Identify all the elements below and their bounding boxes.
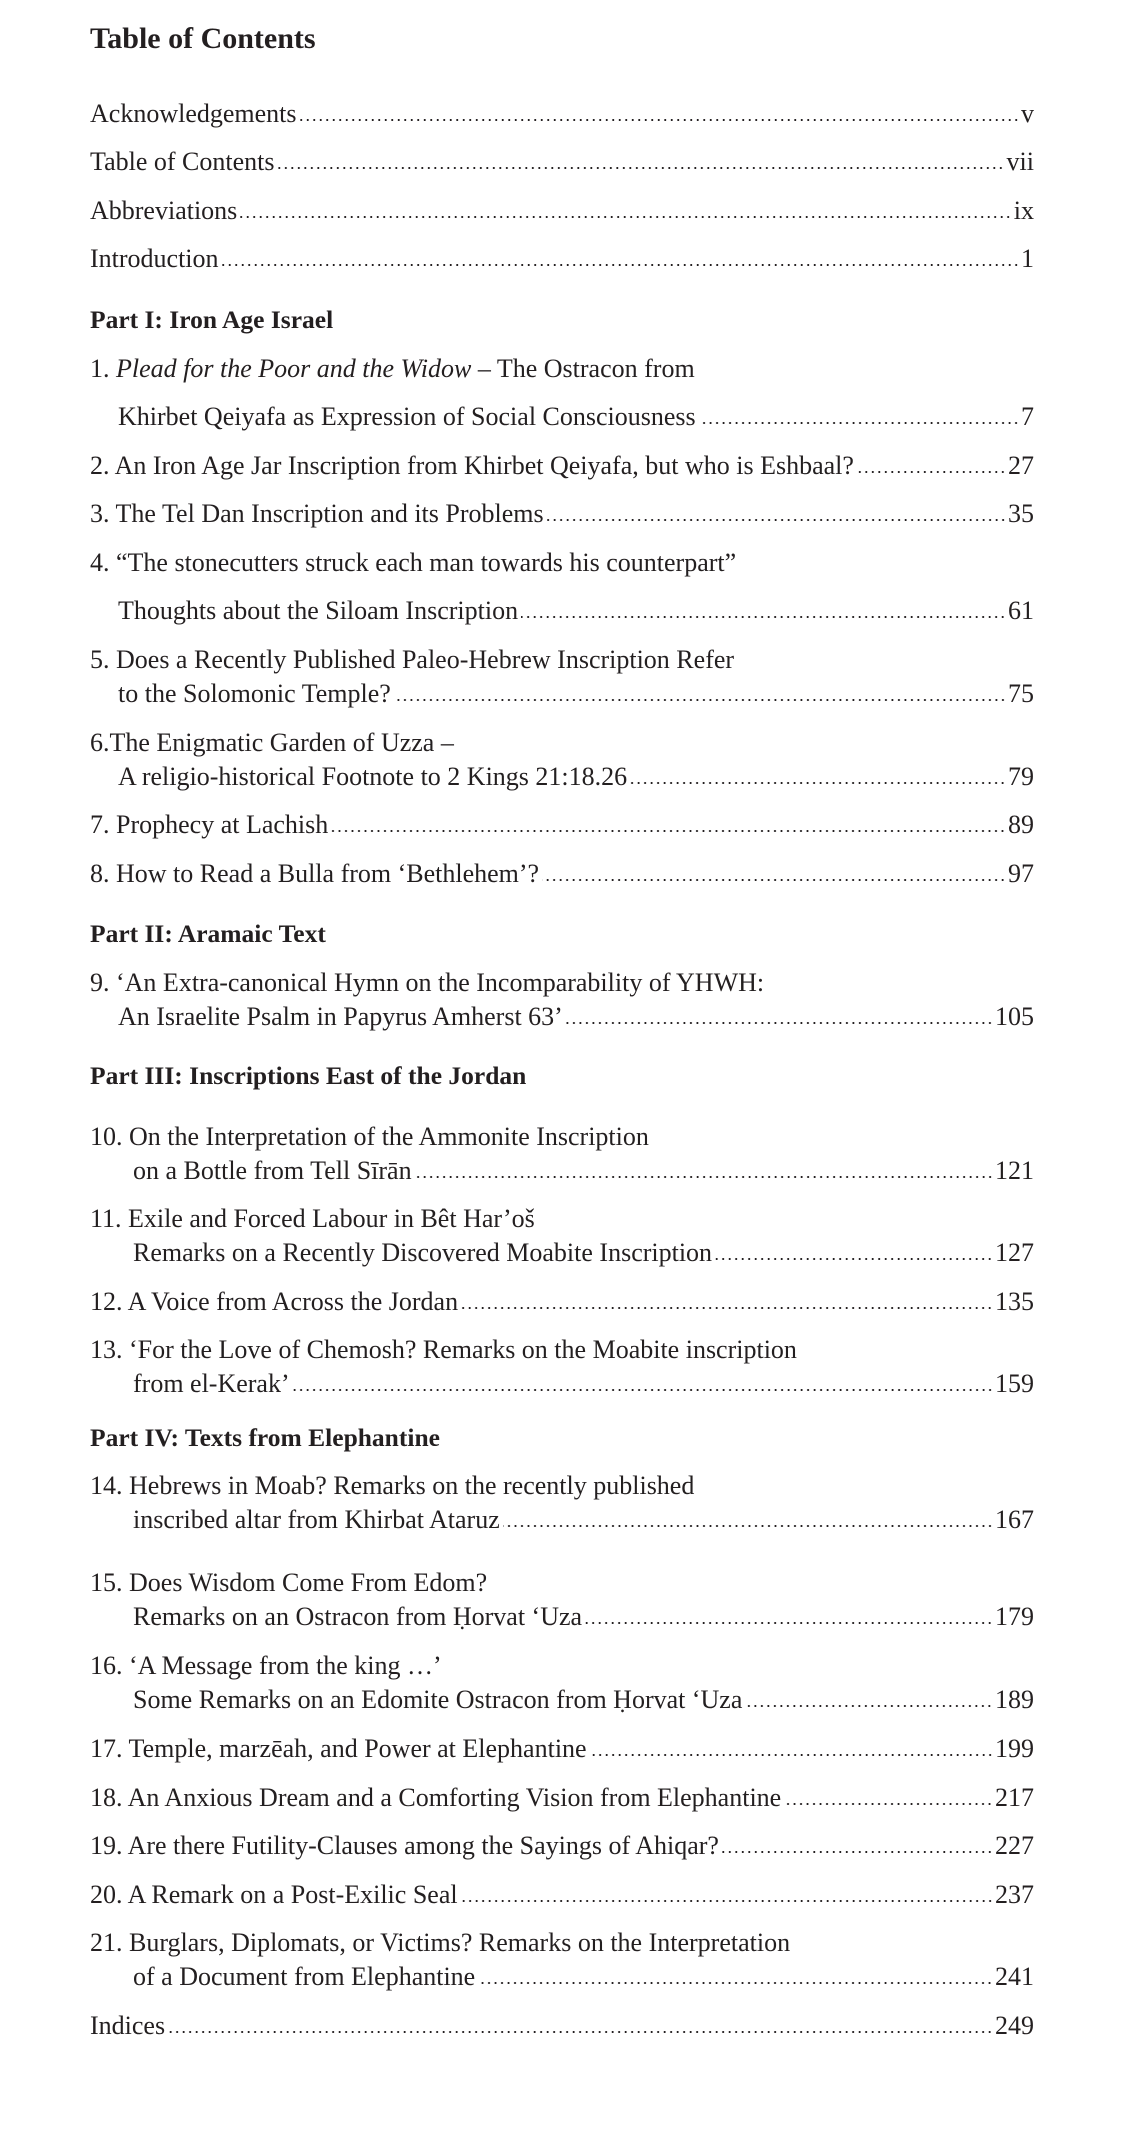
chapter-title	[90, 858, 539, 890]
dot-leader	[394, 682, 1006, 702]
toc-page-number: vii	[1006, 147, 1034, 176]
chapter-title	[90, 967, 764, 999]
toc-chapter-11[interactable]	[90, 1203, 1034, 1235]
chapter-title	[90, 450, 854, 482]
chapter-number: 6.	[90, 728, 110, 757]
chapter-title-text: Does Wisdom Come From Edom?	[129, 1568, 488, 1597]
chapter-title-text: Are there Futility-Clauses among the Sayings of Ahiqar?	[127, 1831, 719, 1860]
chapter-title	[90, 498, 544, 530]
toc-chapter-7[interactable]	[90, 809, 1034, 841]
part-heading-text: Part I: Iron Age Israel	[90, 305, 334, 334]
chapter-title-continuation: Remarks on a Recently Discovered Moabite Inscription	[133, 1238, 713, 1267]
chapter-title	[90, 353, 695, 385]
dot-leader	[722, 1834, 993, 1854]
chapter-number: 18.	[90, 1783, 123, 1812]
chapter-title	[90, 1650, 442, 1682]
dot-leader	[547, 502, 1006, 522]
chapter-title-text: Temple, marzēah, and Power at Elephantine	[128, 1734, 587, 1763]
chapter-number: 15.	[90, 1568, 123, 1597]
toc-page-number: 237	[995, 1880, 1034, 1909]
toc-chapter-1[interactable]	[90, 353, 1034, 385]
toc-entry-label: Table of Contents	[90, 147, 275, 176]
toc-chapter-13-continuation[interactable]	[133, 1368, 1034, 1400]
toc-page-number: 127	[995, 1238, 1034, 1267]
toc-chapter-2[interactable]	[90, 450, 1034, 482]
toc-chapter-5-continuation[interactable]	[118, 678, 1034, 710]
dot-leader	[331, 813, 1006, 833]
toc-chapter-19[interactable]	[90, 1830, 1034, 1862]
toc-chapter-1-continuation[interactable]	[118, 401, 1034, 433]
dot-leader	[415, 1159, 993, 1179]
chapter-number: 4.	[90, 548, 110, 577]
toc-chapter-15-continuation[interactable]	[133, 1601, 1034, 1633]
toc-chapter-8[interactable]	[90, 858, 1034, 890]
chapter-title	[90, 1782, 781, 1814]
chapter-title-text: An Iron Age Jar Inscription from Khirbet Qeiyafa, but who is Eshbaal?	[114, 451, 854, 480]
chapter-title-continuation: of a Document from Elephantine	[133, 1962, 476, 1991]
chapter-title	[90, 1203, 535, 1235]
toc-entry-label: Introduction	[90, 244, 219, 273]
toc-page-number: 7	[1021, 402, 1034, 431]
toc-chapter-9[interactable]	[90, 967, 1034, 999]
dot-leader	[745, 1688, 993, 1708]
chapter-number: 21.	[90, 1928, 123, 1957]
dot-leader	[521, 599, 1006, 619]
chapter-title-continuation: A religio-historical Footnote to 2 Kings 21:18.26	[118, 762, 628, 791]
toc-page-number: 199	[995, 1734, 1034, 1763]
toc-chapter-4[interactable]	[90, 547, 1034, 579]
chapter-title	[90, 809, 328, 841]
dot-leader	[293, 1372, 993, 1392]
toc-entry-acknowledgements[interactable]	[90, 98, 1034, 130]
chapter-title-continuation: Remarks on an Ostracon from Ḥorvat ‘Uza	[133, 1602, 583, 1631]
toc-chapter-16[interactable]	[90, 1650, 1034, 1682]
chapter-number: 3.	[90, 499, 110, 528]
toc-page-number: 27	[1008, 451, 1034, 480]
toc-chapter-21-continuation[interactable]	[133, 1961, 1034, 1993]
chapter-title-continuation: inscribed altar from Khirbat Ataruz	[133, 1505, 500, 1534]
toc-page-number: 241	[995, 1962, 1034, 1991]
toc-chapter-14-continuation[interactable]	[133, 1504, 1034, 1536]
chapter-title-text: Prophecy at Lachish	[116, 810, 329, 839]
dot-leader	[168, 2014, 993, 2034]
toc-page-number: 75	[1008, 679, 1034, 708]
chapter-title	[90, 1830, 719, 1862]
part-heading	[90, 1422, 1034, 1454]
part-heading-text: Part III: Inscriptions East of the Jordan	[90, 1061, 527, 1090]
toc-page-number: ix	[1013, 196, 1034, 225]
chapter-number: 9.	[90, 968, 110, 997]
toc-chapter-10[interactable]	[90, 1121, 1034, 1153]
chapter-title-text: ‘An Extra-canonical Hymn on the Incomparability of YHWH:	[116, 968, 765, 997]
toc-page-number: 35	[1008, 499, 1034, 528]
toc-entry-label: Indices	[90, 2011, 166, 2040]
chapter-number: 7.	[90, 810, 110, 839]
toc-page-number: 227	[995, 1831, 1034, 1860]
chapter-title-text: How to Read a Bulla from ‘Bethlehem’?	[116, 859, 540, 888]
toc-chapter-13[interactable]	[90, 1334, 1034, 1366]
chapter-title	[90, 644, 734, 676]
dot-leader	[585, 1605, 993, 1625]
dot-leader	[566, 1005, 993, 1025]
part-heading	[90, 1060, 1034, 1092]
toc-entry-introduction[interactable]	[90, 243, 1034, 275]
chapter-number: 5.	[90, 645, 110, 674]
toc-page-number: 179	[995, 1602, 1034, 1631]
chapter-number: 13.	[90, 1335, 123, 1364]
chapter-title-text: On the Interpretation of the Ammonite Inscription	[129, 1122, 649, 1151]
chapter-number: 12.	[90, 1287, 123, 1316]
chapter-number: 2.	[90, 451, 110, 480]
chapter-title	[90, 1927, 790, 1959]
dot-leader	[300, 102, 1019, 122]
toc-chapter-6-continuation[interactable]	[118, 761, 1034, 793]
toc-page-number: v	[1021, 99, 1034, 128]
chapter-title	[90, 727, 454, 759]
chapter-number: 16.	[90, 1651, 123, 1680]
toc-entry-label: Abbreviations	[90, 196, 238, 225]
dot-leader	[784, 1786, 993, 1806]
toc-page-number: 189	[995, 1685, 1034, 1714]
toc-entry-label: Acknowledgements	[90, 99, 297, 128]
chapter-number: 10.	[90, 1122, 123, 1151]
chapter-title-text: Hebrews in Moab? Remarks on the recently published	[129, 1471, 695, 1500]
chapter-number: 11.	[90, 1204, 122, 1233]
toc-chapter-11-continuation[interactable]	[133, 1237, 1034, 1269]
chapter-title-continuation: to the Solomonic Temple?	[118, 679, 391, 708]
chapter-title-continuation: Khirbet Qeiyafa as Expression of Social Consciousness	[118, 402, 696, 431]
toc-chapter-18[interactable]	[90, 1782, 1034, 1814]
chapter-title	[90, 1470, 694, 1502]
toc-chapter-9-continuation[interactable]	[118, 1001, 1034, 1033]
toc-chapter-14[interactable]	[90, 1470, 1034, 1502]
chapter-title-text: The Enigmatic Garden of Uzza –	[109, 728, 454, 757]
chapter-title	[90, 547, 736, 579]
toc-entry-abbreviations[interactable]	[90, 195, 1034, 227]
part-heading	[90, 304, 1034, 336]
dot-leader	[857, 454, 1006, 474]
dot-leader	[699, 405, 1019, 425]
toc-page-number: 217	[995, 1783, 1034, 1812]
dot-leader	[715, 1241, 993, 1261]
chapter-title-text: A Remark on a Post-Exilic Seal	[127, 1880, 458, 1909]
dot-leader	[590, 1737, 993, 1757]
chapter-number: 8.	[90, 859, 110, 888]
toc-page-number: 61	[1008, 596, 1034, 625]
chapter-title-continuation: Some Remarks on an Edomite Ostracon from Ḥorvat ‘Uza	[133, 1685, 743, 1714]
chapter-title	[90, 1567, 487, 1599]
chapter-title-text: “The stonecutters struck each man towards his counterpart”	[116, 548, 737, 577]
chapter-title	[90, 1733, 587, 1765]
chapter-title-text: ‘For the Love of Chemosh? Remarks on the Moabite inscription	[129, 1335, 797, 1364]
toc-chapter-20[interactable]	[90, 1879, 1034, 1911]
chapter-title-italic: Plead for the Poor and the Widow	[116, 354, 472, 383]
toc-chapter-21[interactable]	[90, 1927, 1034, 1959]
page-title: Table of Contents	[90, 22, 316, 55]
chapter-number: 1.	[90, 354, 110, 383]
chapter-number: 20.	[90, 1880, 123, 1909]
chapter-title-text: The Tel Dan Inscription and its Problems	[115, 499, 544, 528]
chapter-title-text: Does a Recently Published Paleo-Hebrew Inscription Refer	[116, 645, 735, 674]
dot-leader	[461, 1290, 993, 1310]
chapter-number: 14.	[90, 1471, 123, 1500]
toc-page-number: 167	[995, 1505, 1034, 1534]
dot-leader	[461, 1883, 993, 1903]
toc-chapter-10-continuation[interactable]	[133, 1155, 1034, 1187]
chapter-title-continuation: from el-Kerak’	[133, 1369, 290, 1398]
toc-chapter-17[interactable]	[90, 1733, 1034, 1765]
chapter-title-rest: – The Ostracon from	[471, 354, 695, 383]
chapter-title-continuation: Thoughts about the Siloam Inscription	[118, 596, 519, 625]
chapter-title	[90, 1286, 458, 1318]
dot-leader	[542, 862, 1006, 882]
chapter-title-text: Exile and Forced Labour in Bêt Har’oš	[128, 1204, 535, 1233]
chapter-title	[90, 1879, 458, 1911]
dot-leader	[478, 1965, 993, 1985]
part-heading	[90, 918, 1034, 950]
part-heading-text: Part IV: Texts from Elephantine	[90, 1423, 440, 1452]
chapter-title-continuation: An Israelite Psalm in Papyrus Amherst 63’	[118, 1002, 563, 1031]
chapter-title-continuation: on a Bottle from Tell Sīrān	[133, 1156, 412, 1185]
chapter-title	[90, 1334, 797, 1366]
toc-chapter-4-continuation[interactable]	[118, 595, 1034, 627]
dot-leader	[240, 199, 1011, 219]
toc-chapter-3[interactable]	[90, 498, 1034, 530]
toc-page-number: 121	[995, 1156, 1034, 1185]
toc-page-number: 159	[995, 1369, 1034, 1398]
dot-leader	[630, 765, 1006, 785]
toc-page-number: 89	[1008, 810, 1034, 839]
dot-leader	[222, 247, 1019, 267]
toc-page-number: 105	[995, 1002, 1034, 1031]
toc-chapter-5[interactable]	[90, 644, 1034, 676]
toc-page-number: 97	[1008, 859, 1034, 888]
chapter-title	[90, 1121, 649, 1153]
toc-page-number: 79	[1008, 762, 1034, 791]
chapter-title-text: An Anxious Dream and a Comforting Vision from Elephantine	[127, 1783, 782, 1812]
toc-entry-table-of-contents[interactable]	[90, 146, 1034, 178]
part-heading-text: Part II: Aramaic Text	[90, 919, 326, 948]
toc-page-number: 249	[995, 2011, 1034, 2040]
chapter-title-text: ‘A Message from the king …’	[129, 1651, 442, 1680]
toc-chapter-15[interactable]	[90, 1567, 1034, 1599]
toc-entry-indices[interactable]	[90, 2010, 1034, 2042]
chapter-title-text: A Voice from Across the Jordan	[127, 1287, 459, 1316]
chapter-number: 17.	[90, 1734, 123, 1763]
toc-chapter-6[interactable]	[90, 727, 1034, 759]
chapter-number: 19.	[90, 1831, 123, 1860]
toc-page-number: 135	[995, 1287, 1034, 1316]
toc-chapter-12[interactable]	[90, 1286, 1034, 1318]
dot-leader	[503, 1508, 993, 1528]
toc-chapter-16-continuation[interactable]	[133, 1684, 1034, 1716]
chapter-title-text: Burglars, Diplomats, or Victims? Remarks on the Interpretation	[129, 1928, 791, 1957]
toc-page-number: 1	[1021, 244, 1034, 273]
dot-leader	[277, 150, 1004, 170]
